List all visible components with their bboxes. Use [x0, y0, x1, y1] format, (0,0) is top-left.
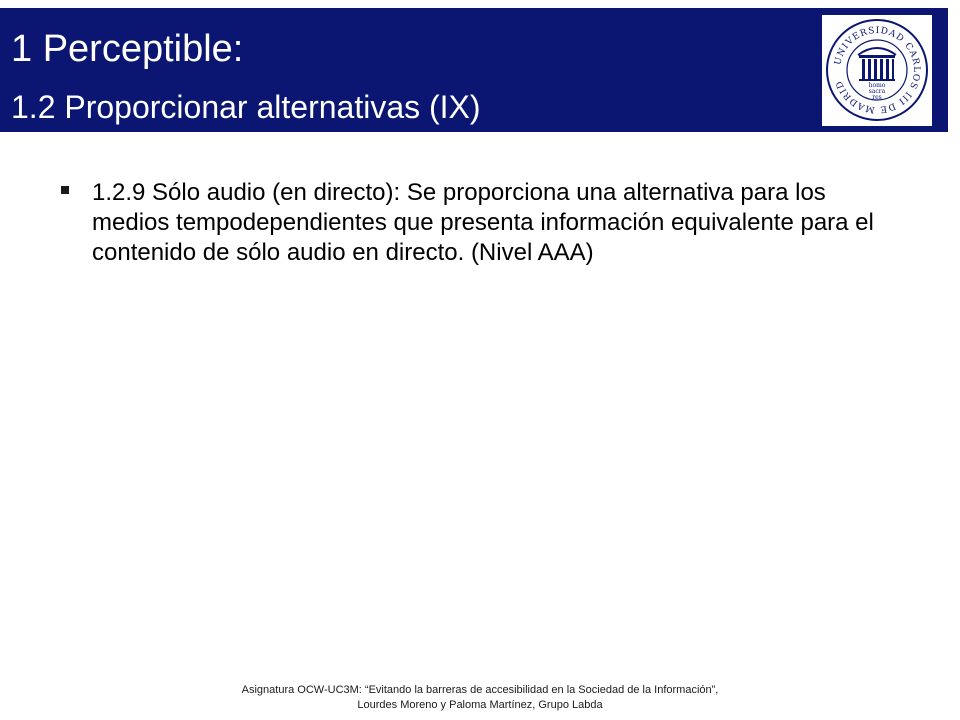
university-seal-icon [822, 15, 932, 126]
seal-motto-3: res [872, 94, 882, 101]
slide-body [58, 178, 878, 268]
bullet-item [58, 178, 878, 268]
footer-line-2: Lourdes Moreno y Paloma Martínez, Grupo Labda [357, 699, 603, 711]
bullet-text: 1.2.9 Sólo audio (en directo): Se proporciona una alternativa para los medios tempodependientes que presenta información equivalente para el contenido de sólo audio en directo. (Nivel AAA) [92, 179, 874, 266]
square-bullet-icon [61, 186, 69, 194]
footer-line-1: Asignatura OCW-UC3M: “Evitando la barreras de accesibilidad en la Sociedad de la Información”, [241, 684, 719, 696]
slide-subtitle: 1.2 Proporcionar alternativas (IX) [11, 89, 481, 125]
slide-header [0, 8, 948, 132]
seal-motto-2: sacra [868, 88, 886, 95]
slide-footer [0, 683, 960, 713]
seal-ring-text: UNIVERSIDAD CARLOS III DE MADRID [833, 25, 922, 115]
seal-motto-1: homo [868, 82, 886, 89]
university-logo [822, 15, 932, 126]
slide-title: 1 Perceptible: [11, 28, 244, 70]
